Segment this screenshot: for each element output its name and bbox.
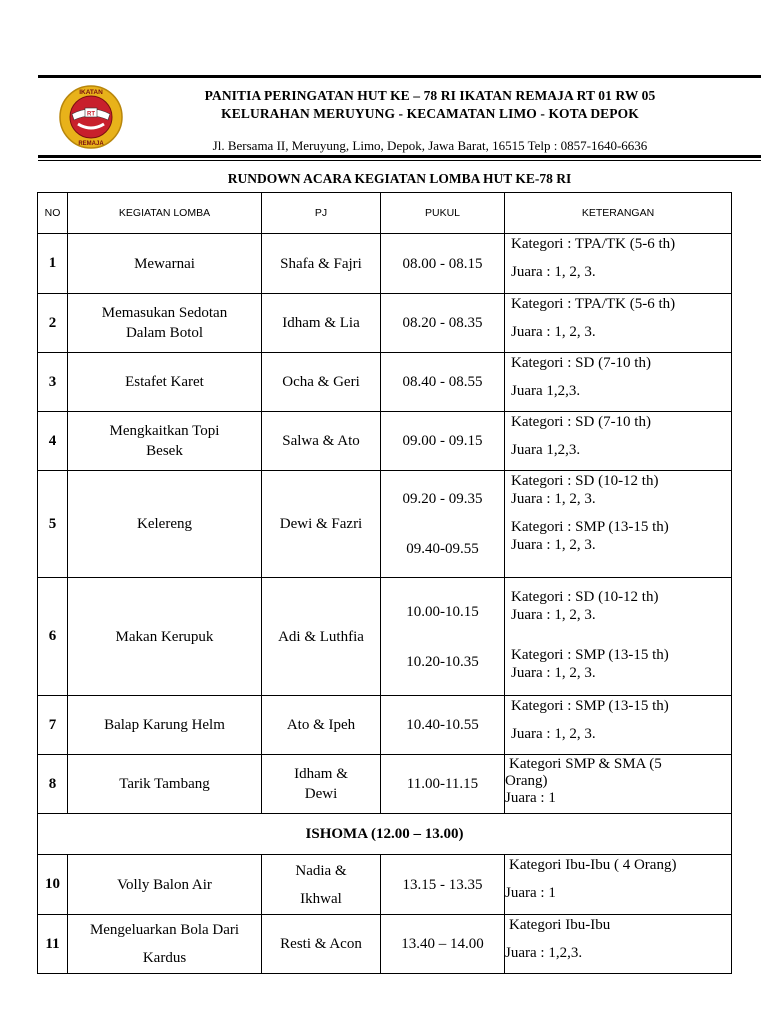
pj-name — [262, 855, 381, 915]
activity-line: Kardus — [142, 950, 187, 966]
header-bottom-thin-rule — [38, 160, 761, 161]
activity-name: Makan Kerupuk — [68, 578, 262, 696]
pj-line: Nadia & — [295, 862, 347, 879]
category-text: Kategori : SMP (13-15 th) — [511, 519, 669, 535]
pj-name: Ocha & Geri — [262, 353, 381, 412]
row-number: 7 — [38, 696, 68, 755]
pj-line: Ikhwal — [300, 890, 342, 907]
time-cell — [381, 578, 505, 696]
category-text: Kategori Ibu-Ibu ( 4 Orang) — [509, 857, 677, 873]
activity-name: Estafet Karet — [68, 353, 262, 412]
table-header-row — [38, 193, 732, 234]
time-range: 11.00-11.15 — [381, 755, 505, 814]
activity-line: Memasukan Sedotan — [101, 305, 228, 321]
time-range: 08.20 - 08.35 — [381, 294, 505, 353]
winners-text: Juara : 1 — [505, 885, 556, 901]
category-text: Kategori : SD (10-12 th) — [511, 589, 659, 605]
table-row — [38, 696, 732, 755]
note-cell — [505, 755, 732, 814]
winners-text: Juara : 1, 2, 3. — [511, 324, 596, 340]
break-label: ISHOMA (12.00 – 13.00) — [38, 814, 732, 855]
activity-name: Volly Balon Air — [68, 855, 262, 915]
pj-name: Shafa & Fajri — [262, 234, 381, 294]
time-range: 10.20-10.35 — [406, 653, 479, 670]
row-number: 4 — [38, 412, 68, 471]
header-note: KETERANGAN — [505, 193, 732, 234]
time-range: 10.00-10.15 — [406, 603, 479, 620]
organizer-region: KELURAHAN MERUYUNG - KECAMATAN LIMO - KOTA DEPOK — [221, 106, 639, 121]
category-text: Kategori : TPA/TK (5-6 th) — [511, 236, 676, 252]
pj-name: Resti & Acon — [262, 915, 381, 974]
activity-line: Mengkaitkan Topi — [109, 423, 220, 439]
winners-text: Juara : 1 — [505, 790, 556, 806]
category-text: Kategori : SD (7-10 th) — [511, 414, 651, 430]
winners-text: Juara : 1,2,3. — [505, 945, 583, 961]
activity-name: Kelereng — [68, 471, 262, 578]
activity-line: Dalam Botol — [125, 325, 204, 341]
time-cell — [381, 471, 505, 578]
note-cell — [505, 412, 732, 471]
pj-name: Ato & Ipeh — [262, 696, 381, 755]
category-text: Orang) — [505, 773, 548, 789]
note-cell — [505, 696, 732, 755]
row-number: 2 — [38, 294, 68, 353]
time-range: 10.40-10.55 — [381, 696, 505, 755]
logo-top-text: IKATAN — [79, 89, 103, 96]
category-text: Kategori : SMP (13-15 th) — [511, 698, 669, 714]
table-row — [38, 471, 732, 578]
activity-name — [68, 294, 262, 353]
category-text: Kategori Ibu-Ibu — [509, 917, 611, 933]
note-cell — [505, 353, 732, 412]
logo-bottom-text: REMAJA — [78, 141, 104, 147]
document-title: RUNDOWN ACARA KEGIATAN LOMBA HUT KE-78 RI — [227, 171, 572, 186]
pj-name: Salwa & Ato — [262, 412, 381, 471]
pj-name — [262, 755, 381, 814]
row-number: 1 — [38, 234, 68, 294]
note-cell — [505, 578, 732, 696]
header-activity: KEGIATAN LOMBA — [68, 193, 262, 234]
winners-text: Juara : 1, 2, 3. — [511, 607, 596, 623]
activity-name: Tarik Tambang — [68, 755, 262, 814]
header-time: PUKUL — [381, 193, 505, 234]
time-range: 13.15 - 13.35 — [381, 855, 505, 915]
category-text: Kategori : SD (10-12 th) — [511, 473, 659, 489]
time-range: 09.20 - 09.35 — [402, 491, 483, 507]
category-text: Kategori : SD (7-10 th) — [511, 355, 651, 371]
pj-name: Adi & Luthfia — [262, 578, 381, 696]
winners-text: Juara : 1, 2, 3. — [511, 537, 596, 553]
winners-text: Juara : 1, 2, 3. — [511, 491, 596, 507]
row-number: 5 — [38, 471, 68, 578]
category-text: Kategori SMP & SMA (5 — [509, 756, 662, 772]
header-bottom-rule — [38, 155, 761, 158]
note-cell — [505, 234, 732, 294]
category-text: Kategori : TPA/TK (5-6 th) — [511, 296, 676, 312]
time-range: 08.00 - 08.15 — [381, 234, 505, 294]
activity-line: Besek — [146, 443, 183, 459]
time-range: 09.00 - 09.15 — [381, 412, 505, 471]
table-row — [38, 234, 732, 294]
pj-name: Idham & Lia — [262, 294, 381, 353]
header-pj: PJ — [262, 193, 381, 234]
table-row — [38, 578, 732, 696]
time-range: 09.40-09.55 — [406, 541, 479, 557]
activity-name — [68, 412, 262, 471]
table-row — [38, 353, 732, 412]
activity-name: Balap Karung Helm — [68, 696, 262, 755]
table-row — [38, 855, 732, 915]
ikatan-remaja-logo — [58, 84, 124, 150]
organizer-address: Jl. Bersama II, Meruyung, Limo, Depok, Jawa Barat, 16515 Telp : 0857-1640-6636 — [212, 138, 648, 153]
activity-name — [68, 915, 262, 974]
winners-text: Juara 1,2,3. — [511, 383, 581, 399]
pj-line: Idham & — [294, 766, 348, 782]
note-cell — [505, 471, 732, 578]
winners-text: Juara 1,2,3. — [511, 442, 581, 458]
row-number: 10 — [38, 855, 68, 915]
break-row — [38, 814, 732, 855]
note-cell — [505, 915, 732, 974]
table-row — [38, 755, 732, 814]
header-no: NO — [38, 193, 68, 234]
time-range: 13.40 – 14.00 — [381, 915, 505, 974]
table-row — [38, 915, 732, 974]
rundown-table — [37, 192, 732, 974]
logo-badge-text: RT — [87, 111, 95, 118]
organizer-name: PANITIA PERINGATAN HUT KE – 78 RI IKATAN REMAJA RT 01 RW 05 — [204, 88, 656, 103]
winners-text: Juara : 1, 2, 3. — [511, 264, 596, 280]
table-row — [38, 412, 732, 471]
activity-name: Mewarnai — [68, 234, 262, 294]
row-number: 6 — [38, 578, 68, 696]
note-cell — [505, 855, 732, 915]
activity-line: Mengeluarkan Bola Dari — [89, 922, 240, 938]
note-cell — [505, 294, 732, 353]
time-range: 08.40 - 08.55 — [381, 353, 505, 412]
pj-name: Dewi & Fazri — [262, 471, 381, 578]
table-row — [38, 294, 732, 353]
category-text: Kategori : SMP (13-15 th) — [511, 647, 669, 663]
pj-line: Dewi — [304, 786, 338, 802]
row-number: 8 — [38, 755, 68, 814]
winners-text: Juara : 1, 2, 3. — [511, 726, 596, 742]
row-number: 3 — [38, 353, 68, 412]
winners-text: Juara : 1, 2, 3. — [511, 665, 596, 681]
row-number: 11 — [38, 915, 68, 974]
header-top-rule — [38, 75, 761, 78]
